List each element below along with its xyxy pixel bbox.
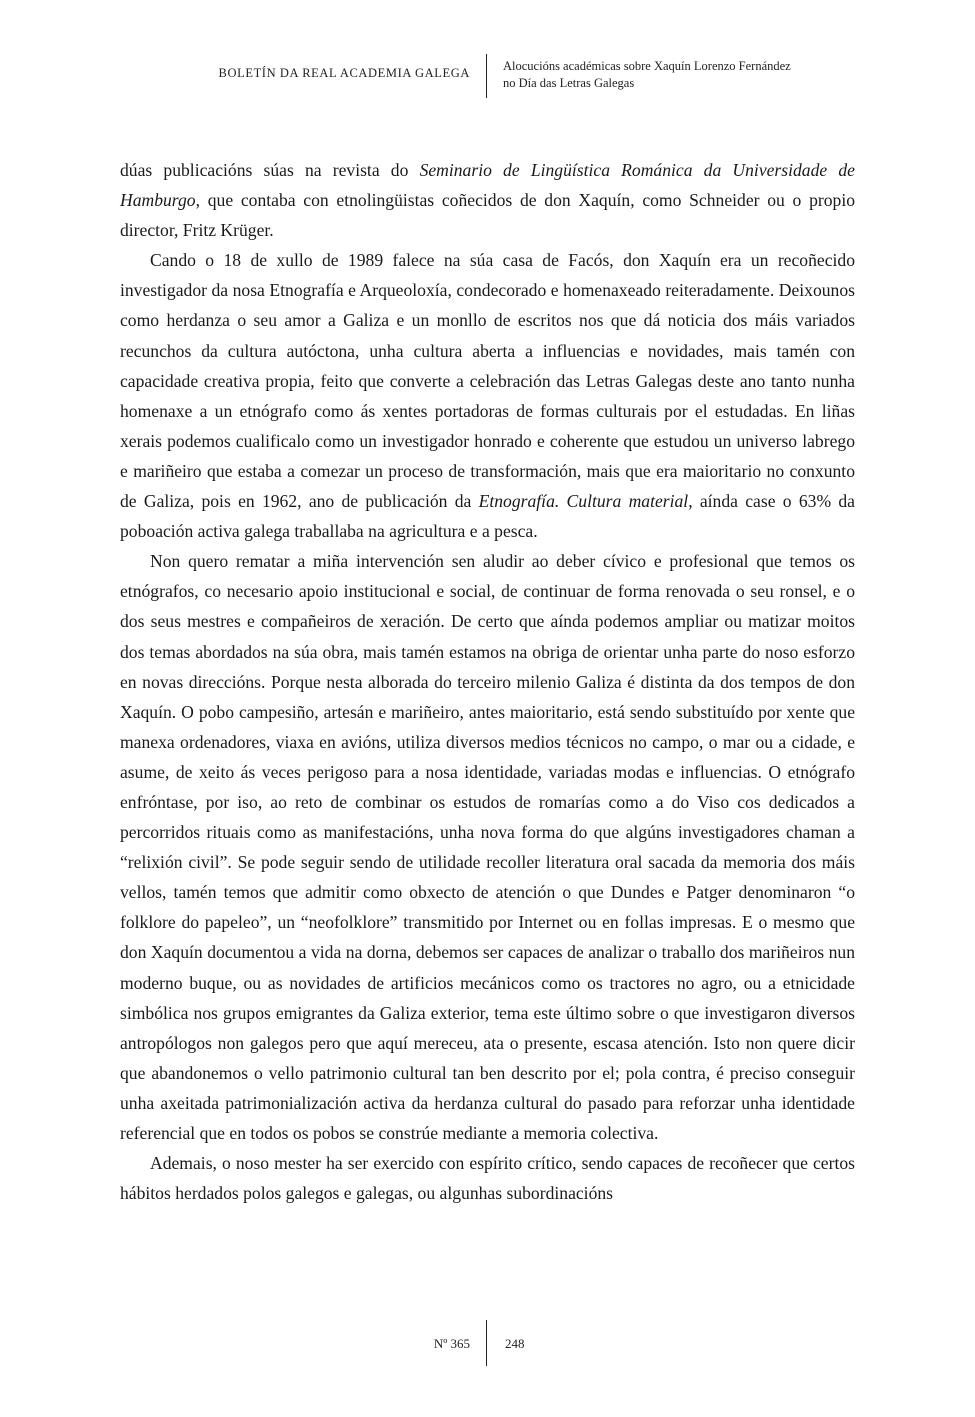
issue-number: Nº 365 (433, 1336, 470, 1351)
section-title (503, 58, 863, 92)
text-run: Cando o 18 de xullo de 1989 falece na súa casa de Facós, don Xaquín era un recoñecido investigador da nosa Etnografía e Arqueoloxía, condecorado e homenaxeado reiteradamente. Deixounos como herdanza o seu amor a Galiza e un monllo de escritos nos que dá noticia dos máis variados recunchos da cultura autóctona, unha cultura aberta a influencias e novidades, mais tamén con capacidade creativa propia, feito que converte a celebración das Letras Galegas deste ano tanto nunha homenaxe a un etnógrafo como ás xentes portadoras de formas culturais por el estudadas. En liñas xerais podemos cualificalo como un investigador honrado e coherente que estudou un universo labrego e mariñeiro que estaba a comezar un proceso de transformación, mais que era maioritario no conxunto de Galiza, pois en 1962, ano de publicación da (120, 250, 855, 512)
journal-title: BOLETÍN DA REAL ACADEMIA GALEGA (218, 66, 470, 80)
footer-divider (486, 1320, 487, 1366)
paragraph (120, 245, 855, 546)
section-title-line-1: Alocucións académicas sobre Xaquín Lorenzo Fernández (503, 59, 791, 73)
text-run: Ademais, o noso mester ha ser exercido con espírito crítico, sendo capaces de recoñecer que certos hábitos herdados polos galegos e galegas, ou algunhas subordinacións (120, 1153, 855, 1204)
header-divider (486, 54, 487, 98)
article-body (120, 155, 855, 1208)
page-number: 248 (505, 1336, 525, 1351)
text-run: dúas publicacións súas na revista do (120, 160, 420, 180)
text-run: , que contaba con etnolingüistas coñecidos de don Xaquín, como Schneider ou o propio director, Fritz Krüger. (120, 190, 855, 241)
section-title-line-2: no Día das Letras Galegas (503, 76, 635, 90)
paragraph (120, 155, 855, 245)
paragraph (120, 1148, 855, 1208)
text-run: Non quero rematar a miña intervención sen aludir ao deber cívico e profesional que temos os etnógrafos, co necesario apoio institucional e social, de continuar de forma renovada o seu ronsel, e o dos seus mestres e compañeiros de xeración. De certo que aínda podemos ampliar ou matizar moitos dos temas abordados na súa obra, mais tamén estamos na obriga de orientar unha parte do noso esforzo en novas direccións. Porque nesta alborada do terceiro milenio Galiza é distinta da dos tempos de don Xaquín. O pobo campesiño, artesán e mariñeiro, antes maioritario, está sendo substituído por xente que manexa ordenadores, viaxa en avións, utiliza diversos medios técnicos no campo, o mar ou a cidade, e asume, de xeito ás veces perigoso para a nosa identidade, variadas modas e influencias. O etnógrafo enfróntase, por iso, ao reto de combinar os estudos de romarías como a do Viso cos dedicados a percorridos rituais como as manifestacións, unha nova forma do que algúns investigadores chaman a “relixión civil”. Se pode seguir sendo de utilidade recoller literatura oral sacada da memoria dos máis vellos, tamén temos que admitir como obxecto de atención o que Dundes e Patger denominaron “o folklore do papeleo”, un “neofolklore” transmitido por Internet ou en follas impresas. E o mesmo que don Xaquín documentou a vida na dorna, debemos ser capaces de analizar o traballo dos mariñeiros nun moderno buque, ou as novidades de artificios mecánicos como os tractores no agro, ou a etnicidade simbólica nos grupos emigrantes da Galiza exterior, tema este último sobre o que investigaron diversos antropólogos non galegos pero que aquí mereceu, ata o presente, escasa atención. Isto non quere dicir que abandonemos o vello patrimonio cultural tan ben descrito por el; pola contra, é preciso conseguir unha axeitada patrimonialización activa da herdanza cultural do pasado para reforzar unha identidade referencial que en todos os pobos se constrúe mediante a memoria colectiva. (120, 551, 855, 1143)
italic-title: Etnografía. Cultura material (478, 491, 689, 512)
paragraph (120, 546, 855, 1148)
text-run: , aínda case o 63% da poboación activa galega traballaba na agricultura e a pesca. (120, 491, 855, 542)
italic-title: Seminario de Lingüística Románica da Universidade de Hamburgo (120, 160, 855, 211)
